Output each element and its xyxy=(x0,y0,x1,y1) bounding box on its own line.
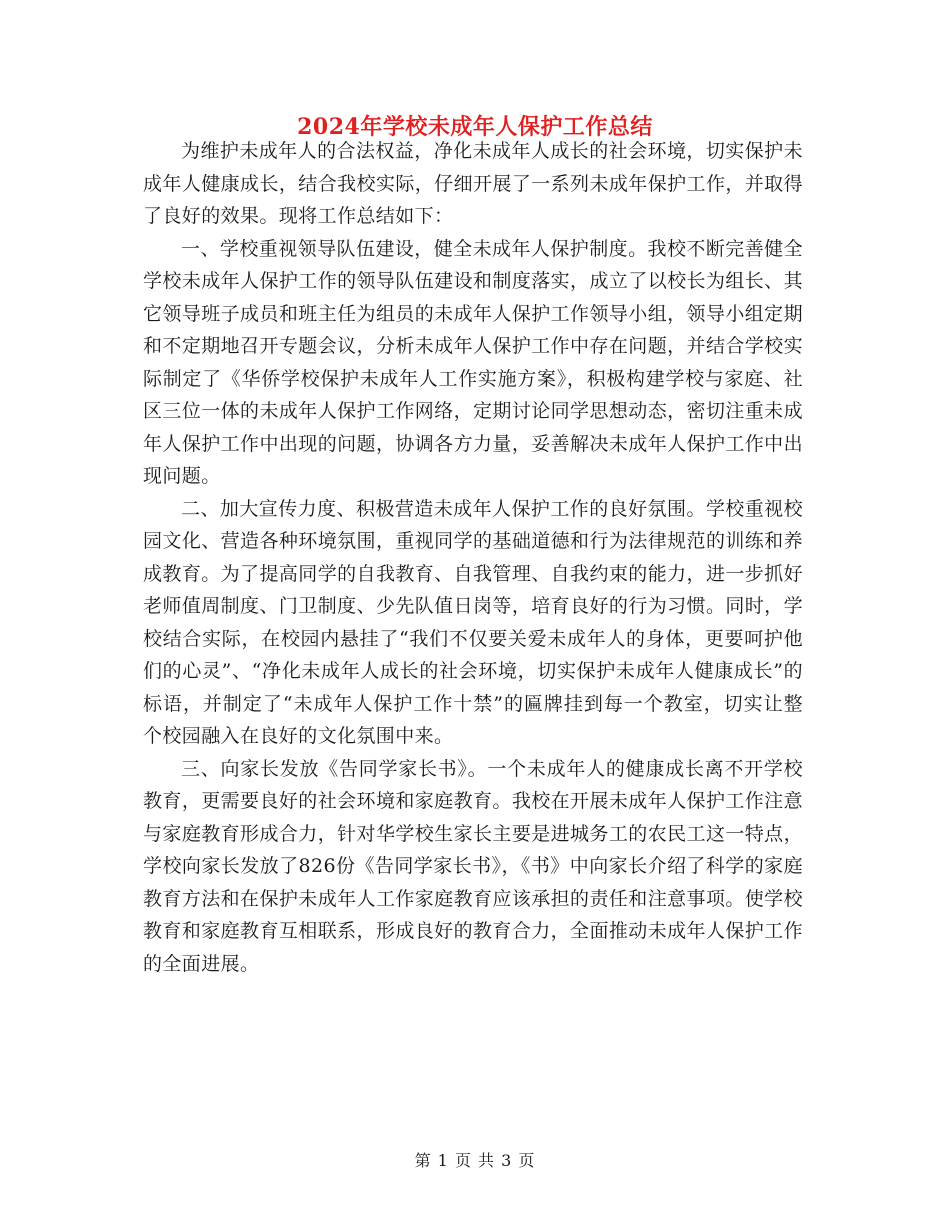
intro-paragraph: 为维护未成年人的合法权益，净化未成年人成长的社会环境，切实保护未成年人健康成长，结合我校实际，仔细开展了一系列未成年保护工作，并取得了良好的效果。现将工作总结如下： xyxy=(143,140,803,227)
section-3-paragraph: 三、向家长发放《告同学家长书》。一个未成年人的健康成长离不开学校教育，更需要良好的社会环境和家庭教育。我校在开展未成年人保护工作注意与家庭教育形成合力，针对华学校生家长主要是进城务工的农民工这一特点，学校向家长发放了826份《告同学家长书》，《书》中向家长介绍了科学的家庭教育方法和在保护未成年人工作家庭教育应该承担的责任和注意事项。使学校教育和家庭教育互相联系，形成良好的教育合力，全面推动未成年人保护工作的全面进展。 xyxy=(143,757,803,975)
section-1-paragraph: 一、学校重视领导队伍建设，健全未成年人保护制度。我校不断完善健全学校未成年人保护工作的领导队伍建设和制度落实，成立了以校长为组长、其它领导班子成员和班主任为组员的未成年人保护工作领导小组，领导小组定期和不定期地召开专题会议，分析未成年人保护工作中存在问题，并结合学校实际制定了《华侨学校保护未成年人工作实施方案》，积极构建学校与家庭、社区三位一体的未成年人保护工作网络，定期讨论同学思想动态，密切注重未成年人保护工作中出现的问题，协调各方力量，妥善解决未成年人保护工作中出现问题。 xyxy=(143,237,803,487)
document-title: 2024年学校未成年人保护工作总结 xyxy=(297,114,653,140)
section-2-paragraph: 二、加大宣传力度、积极营造未成年人保护工作的良好氛围。学校重视校园文化、营造各种环境氛围，重视同学的基础道德和行为法律规范的训练和养成教育。为了提高同学的自我教育、自我管理、自我约束的能力，进一步抓好老师值周制度、门卫制度、少先队值日岗等，培育良好的行为习惯。同时，学校结合实际，在校园内悬挂了“我们不仅要关爱未成年人的身体，更要呵护他们的心灵”、“净化未成年人成长的社会环境，切实保护未成年人健康成长”的标语，并制定了“未成年人保护工作十禁”的匾牌挂到每一个教室，切实让整个校园融入在良好的文化氛围中来。 xyxy=(143,497,803,747)
document-body xyxy=(143,135,803,980)
page-number-footer: 第 1 页 共 3 页 xyxy=(414,1151,536,1170)
